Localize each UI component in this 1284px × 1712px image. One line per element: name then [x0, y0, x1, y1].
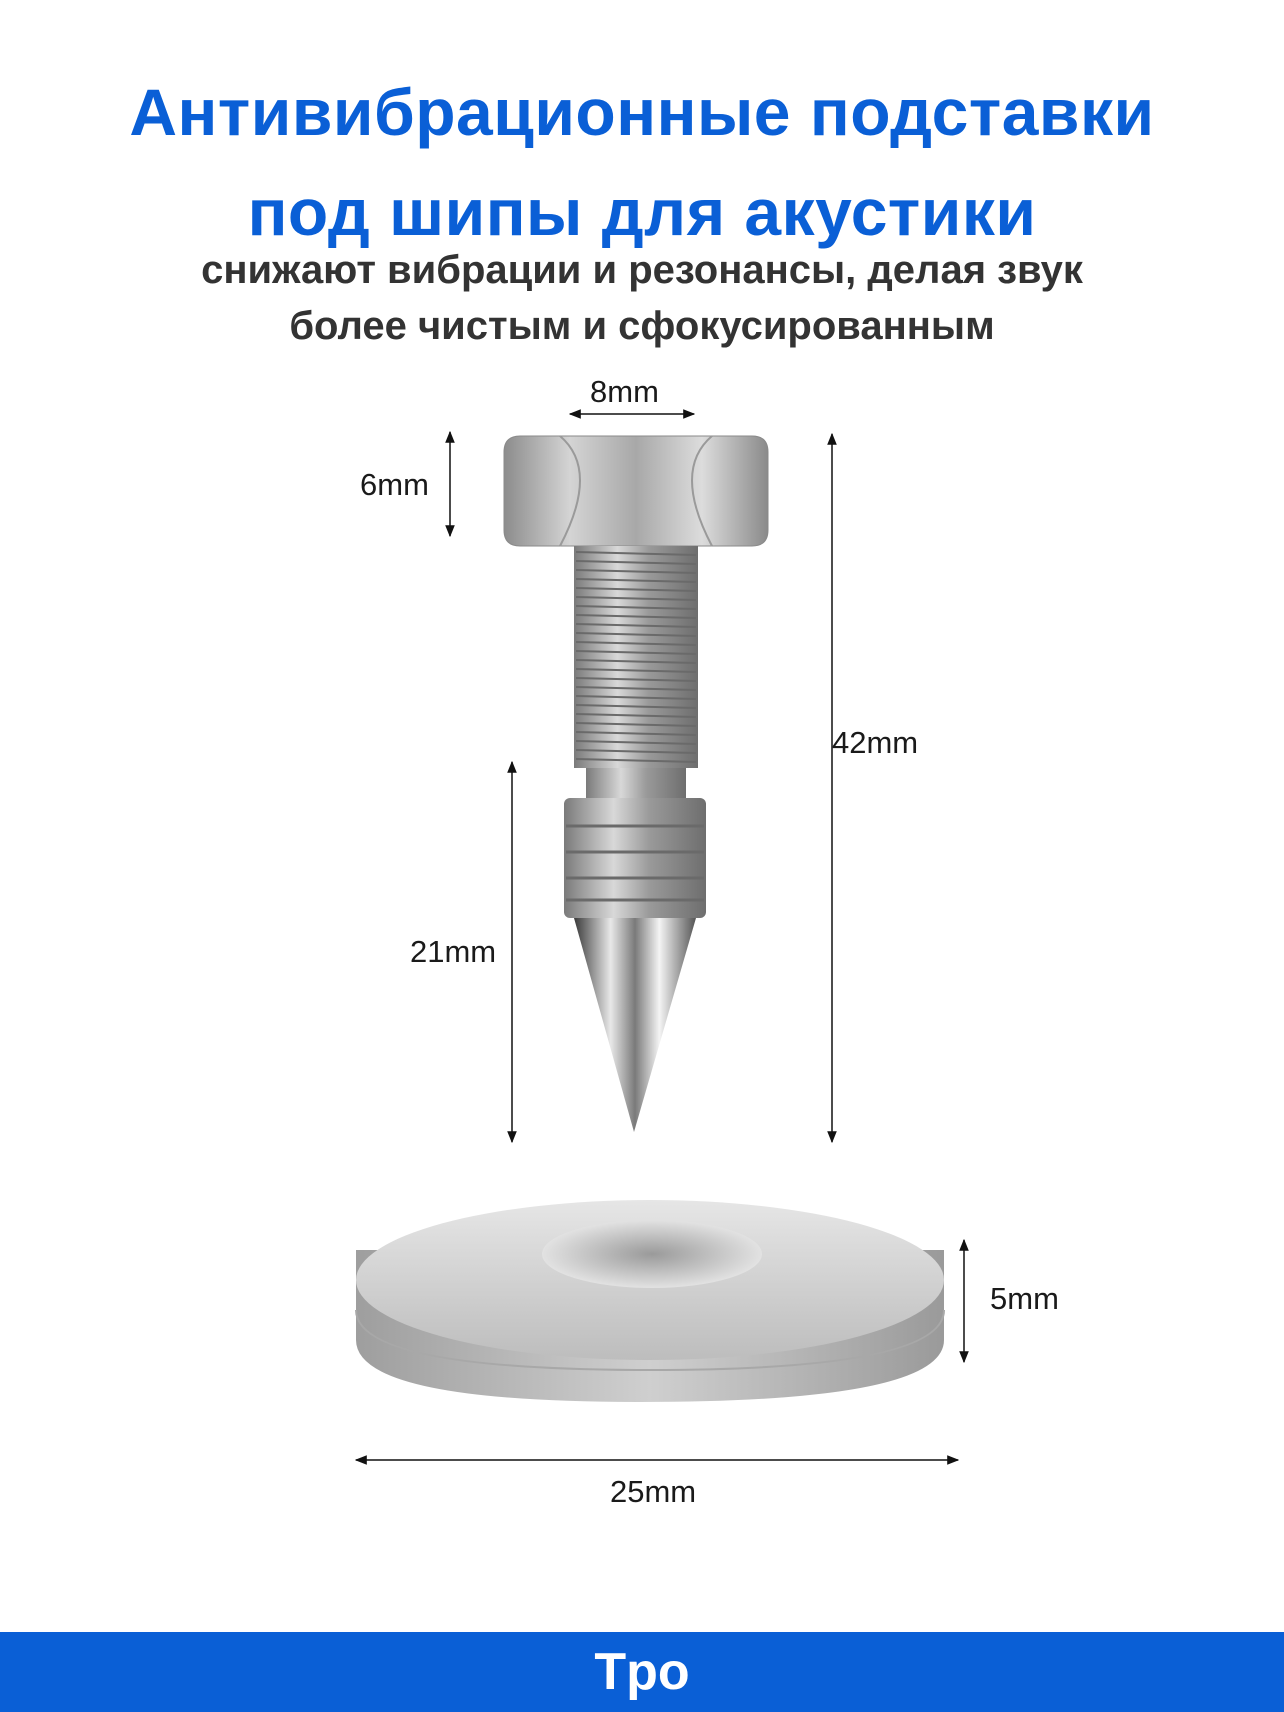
dimension-label-head-height: 6mm — [360, 467, 429, 502]
brand-name: Tpo — [594, 1643, 690, 1701]
dimension-label-total-length: 42mm — [832, 725, 919, 760]
pad — [356, 1200, 944, 1402]
dimension-label-tip-length: 21mm — [410, 934, 497, 969]
title-line-1: Антивибрационные подставки — [129, 75, 1155, 149]
subtitle-line-1: снижают вибрации и резонансы, делая звук — [201, 248, 1083, 292]
subtitle-line-2: более чистым и сфокусированным — [289, 304, 995, 348]
dimension-label-head-width: 8mm — [590, 374, 659, 409]
title-line-2: под шипы для акустики — [247, 175, 1037, 249]
spike — [504, 436, 768, 1132]
footer-banner — [0, 1632, 1284, 1712]
dimension-label-pad-height: 5mm — [990, 1281, 1059, 1316]
spike-cone-tip — [574, 918, 696, 1132]
dimension-label-pad-diameter: 25mm — [610, 1474, 697, 1509]
pad-well — [542, 1220, 762, 1288]
spike-hex-head — [504, 436, 768, 546]
